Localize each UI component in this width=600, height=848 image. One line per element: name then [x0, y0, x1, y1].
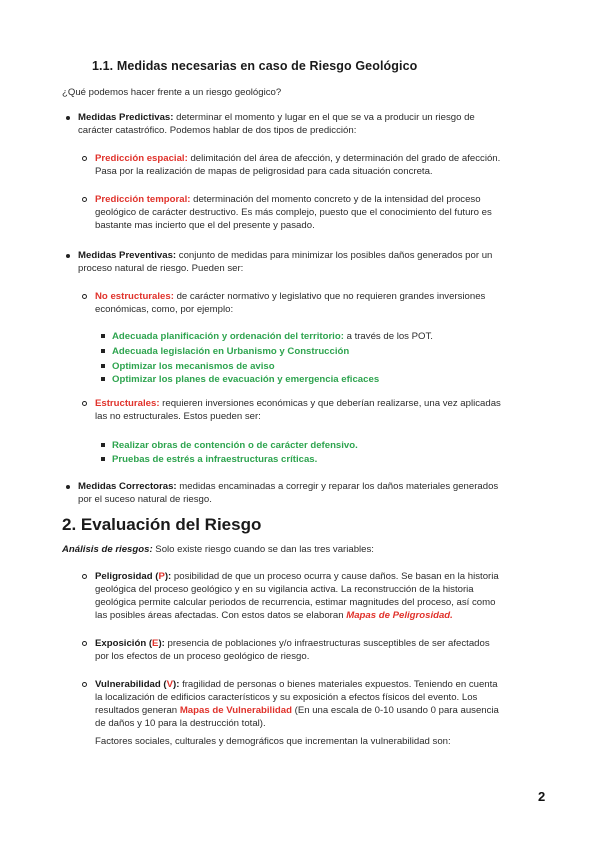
list-item	[112, 330, 433, 343]
analisis-text: Solo existe riesgo cuando se dan las tres variables:	[152, 544, 374, 555]
correctoras-line1	[78, 480, 498, 493]
temporal-line3: bastante mas incierto que el del presente y pasado.	[95, 220, 315, 231]
circle-bullet-icon	[82, 294, 87, 299]
green-text: Optimizar los planes de evacuación y emergencia eficaces	[112, 374, 380, 385]
peligrosidad-label-end: ):	[164, 571, 172, 582]
list-item	[112, 345, 349, 358]
square-bullet-icon	[101, 334, 105, 338]
circle-bullet-icon	[82, 682, 87, 687]
temporal-line2: geológico de carácter destructivo. Es más complejo, puesto que el conocimiento del futuro es	[95, 207, 492, 218]
vulnerabilidad-line2: la localización de edificios característicos y su exposición a efectos físicos del evento. Los	[95, 692, 478, 703]
page-number: 2	[538, 789, 546, 804]
list-item	[112, 360, 275, 373]
temporal-label: Predicción temporal:	[95, 194, 191, 205]
peligrosidad-line1	[95, 570, 499, 583]
circle-bullet-icon	[82, 156, 87, 161]
correctoras-label: Medidas Correctoras:	[78, 481, 177, 492]
analisis-label: Análisis de riesgos:	[62, 544, 153, 555]
exposicion-label-end: ):	[158, 638, 165, 649]
green-text: Optimizar los mecanismos de aviso	[112, 361, 275, 372]
mapas-vulnerabilidad: Mapas de Vulnerabilidad	[179, 705, 292, 716]
circle-bullet-icon	[82, 641, 87, 646]
exposicion-letter: E	[152, 638, 159, 649]
exposicion-line1	[95, 637, 490, 650]
vulnerabilidad-line5: Factores sociales, culturales y demográficos que incrementan la vulnerabilidad son:	[95, 736, 451, 747]
analisis-line	[62, 543, 374, 556]
vulnerabilidad-letter: V	[166, 679, 174, 690]
preventivas-label: Medidas Preventivas:	[78, 250, 177, 261]
preventivas-line1	[78, 249, 492, 262]
green-text: Adecuada legislación en Urbanismo y Construcción	[112, 346, 350, 357]
list-item: Pruebas de estrés a infraestructuras críticas.	[112, 454, 318, 465]
peligrosidad-label: Peligrosidad (	[95, 571, 159, 582]
espacial-text: delimitación del área de afección, y determinación del grado de afección.	[187, 153, 501, 164]
no-estructurales-line1	[95, 290, 485, 303]
estructurales-line1	[95, 397, 501, 410]
no-estructurales-text: de carácter normativo y legislativo que no requieren grandes inversiones	[173, 291, 486, 302]
bullet-icon	[66, 116, 70, 120]
intro-question: ¿Qué podemos hacer frente a un riesgo geológico?	[62, 87, 282, 98]
no-estructurales-label: No estructurales:	[95, 291, 174, 302]
preventivas-text: conjunto de medidas para minimizar los posibles daños generados por un	[176, 250, 493, 261]
square-bullet-icon	[101, 443, 105, 447]
peligrosidad-line4	[95, 609, 453, 622]
peligrosidad-letter: P	[158, 571, 165, 582]
predictivas-line1	[78, 111, 475, 124]
espacial-line2: Pasa por la realización de mapas de peligrosidad para cada situación concreta.	[95, 166, 433, 177]
espacial-label: Predicción espacial:	[95, 153, 188, 164]
espacial-line1	[95, 152, 500, 165]
no-estructurales-line2: económicas, como, por ejemplo:	[95, 304, 234, 315]
peligrosidad-line3: geológica permite calcular periodos de recurrencia, estimar magnitudes del proceso, así como	[95, 597, 496, 608]
vulnerabilidad-label: Vulnerabilidad (	[95, 679, 167, 690]
vulnerabilidad-label-end: ):	[173, 679, 180, 690]
vulnerabilidad-line3	[95, 704, 499, 717]
circle-bullet-icon	[82, 574, 87, 579]
square-bullet-icon	[101, 457, 105, 461]
vulnerabilidad-text3a: resultados generan	[95, 705, 180, 716]
bullet-icon	[66, 485, 70, 489]
vulnerabilidad-text3b: (En una escala de 0-10 usando 0 para ausencia	[291, 705, 499, 716]
predictivas-label: Medidas Predictivas:	[78, 112, 174, 123]
list-item: Realizar obras de contención o de carácter defensivo.	[112, 440, 358, 451]
vulnerabilidad-line4: de daños y 10 para la destrucción total).	[95, 718, 266, 729]
estructurales-text: requieren inversiones económicas y que deberían realizarse, una vez aplicadas	[159, 398, 501, 409]
vulnerabilidad-text: fragilidad de personas o bienes materiales expuestos. Teniendo en cuenta	[179, 679, 498, 690]
list-item-rest: a través de los POT.	[343, 331, 433, 342]
circle-bullet-icon	[82, 401, 87, 406]
estructurales-line2: las no estructurales. Estos pueden ser:	[95, 411, 261, 422]
bullet-icon	[66, 254, 70, 258]
exposicion-label: Exposición (	[95, 638, 153, 649]
estructurales-label: Estructurales:	[95, 398, 160, 409]
section-heading: 1.1. Medidas necesarias en caso de Riesgo Geológico	[92, 59, 418, 73]
green-text: Adecuada planificación y ordenación del territorio:	[112, 331, 344, 342]
list-item	[112, 373, 379, 386]
peligrosidad-text4: las posibles áreas afectadas. Con estos datos se elaboran	[95, 610, 347, 621]
square-bullet-icon	[101, 364, 105, 368]
predictivas-line2: carácter catastrófico. Podemos hablar de dos tipos de predicción:	[78, 125, 357, 136]
section-2-heading: 2. Evaluación del Riesgo	[62, 515, 262, 534]
square-bullet-icon	[101, 349, 105, 353]
temporal-line1	[95, 193, 481, 206]
peligrosidad-line2: geológica del proceso geológico y en su vigilancia activa. La reconstrucción de la historia	[95, 584, 474, 595]
temporal-text: determinación del momento concreto y de la intensidad del proceso	[190, 194, 481, 205]
exposicion-line2: por los efectos de un proceso geológico de riesgo.	[95, 651, 310, 662]
mapas-peligrosidad: Mapas de Peligrosidad.	[346, 610, 453, 621]
peligrosidad-text: posibilidad de que un proceso ocurra y cause daños. Se basan en la historia	[171, 571, 499, 582]
circle-bullet-icon	[82, 197, 87, 202]
exposicion-text: presencia de poblaciones y/o infraestructuras susceptibles de ser afectados	[164, 638, 490, 649]
correctoras-line2: por el suceso natural de riesgo.	[78, 494, 212, 505]
correctoras-text: medidas encaminadas a corregir y reparar los daños materiales generados	[176, 481, 499, 492]
predictivas-text: determinar el momento y lugar en el que se va a producir un riesgo de	[173, 112, 475, 123]
preventivas-line2: proceso natural de riesgo. Pueden ser:	[78, 263, 244, 274]
square-bullet-icon	[101, 377, 105, 381]
vulnerabilidad-line1	[95, 678, 498, 691]
